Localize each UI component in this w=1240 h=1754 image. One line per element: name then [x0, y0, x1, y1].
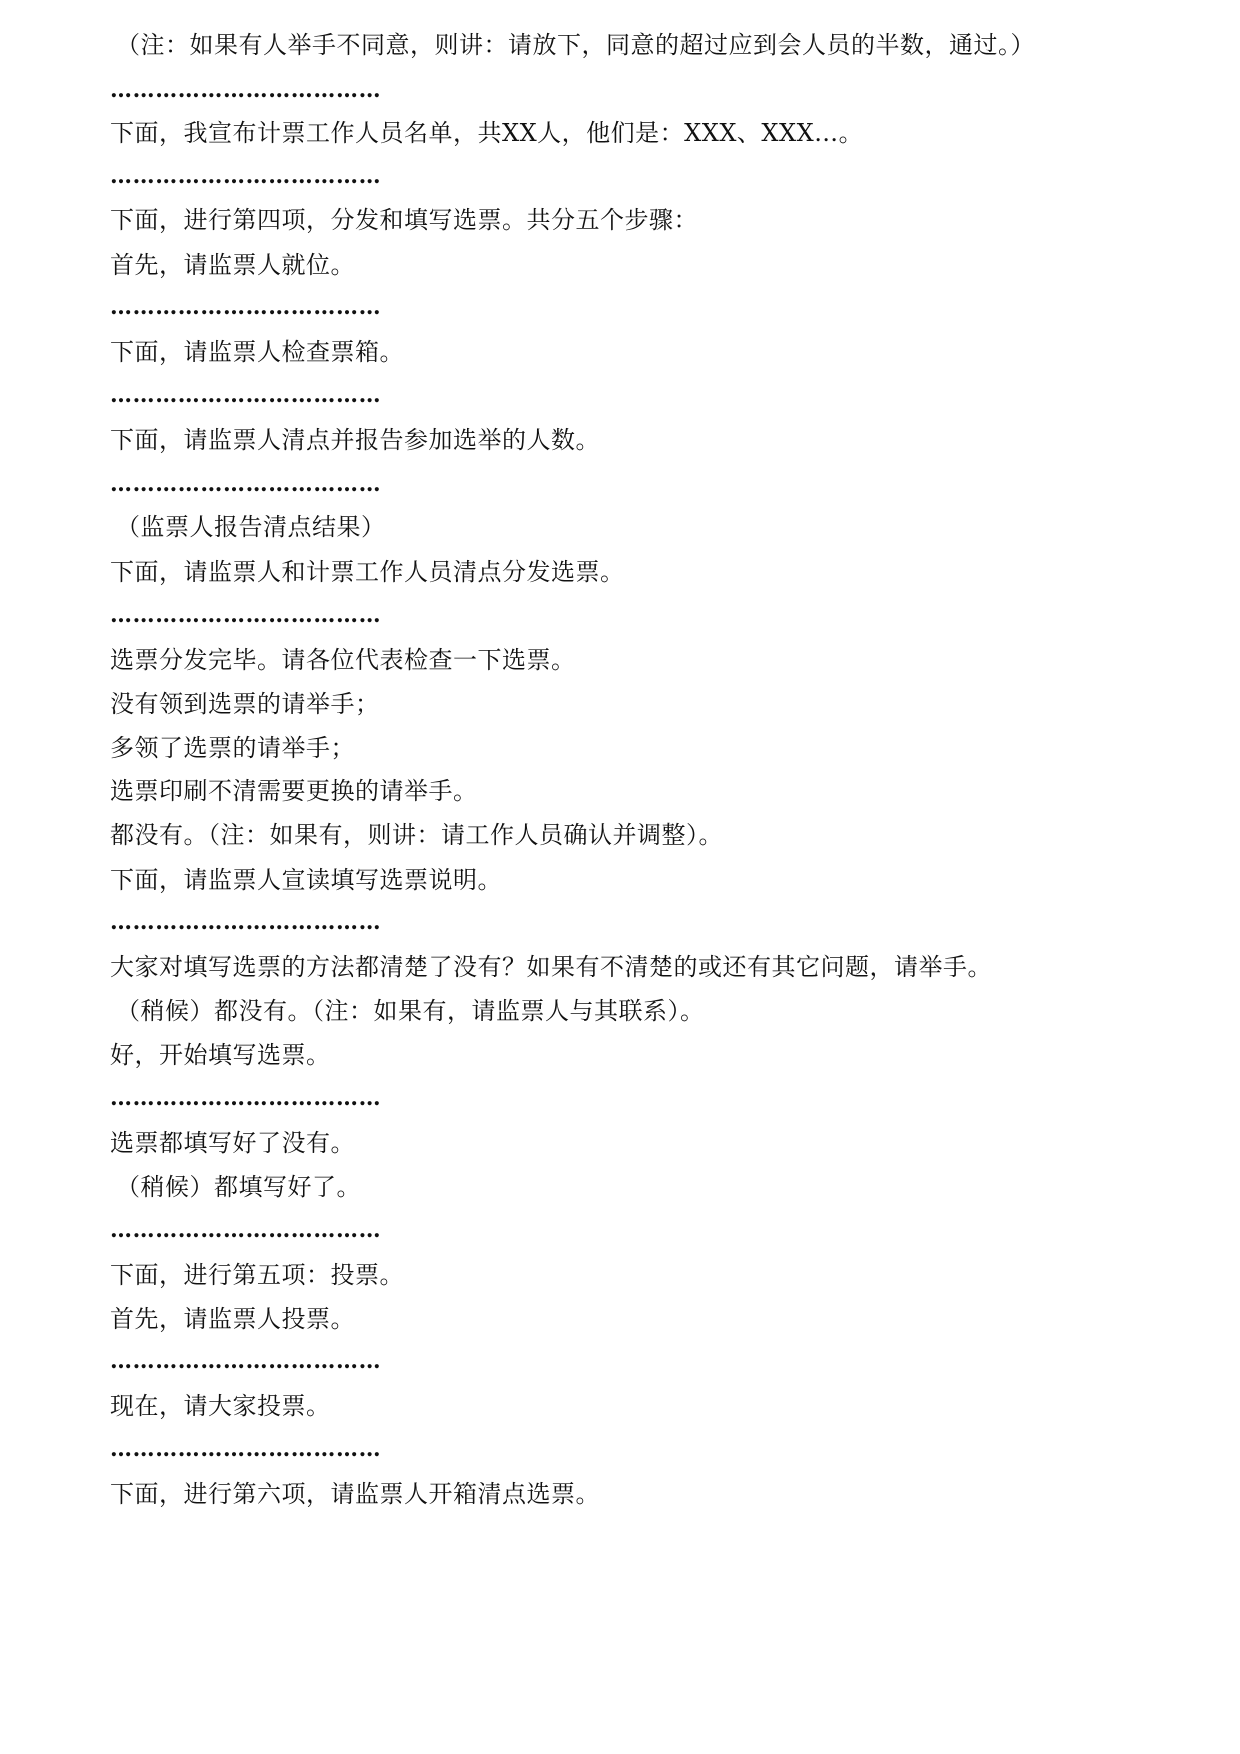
paragraph-everyone-vote: 现在，请大家投票。	[110, 1392, 331, 1420]
paragraph-check-ballot-box: 下面，请监票人检查票箱。	[110, 338, 404, 366]
paragraph-scrutineers-seat: 首先，请监票人就位。	[110, 251, 355, 279]
ellipsis-separator: ………………………………	[110, 1217, 382, 1243]
paragraph-distribution-complete: 选票分发完毕。请各位代表检查一下选票。	[110, 646, 576, 674]
ellipsis-separator: ………………………………	[110, 1348, 382, 1374]
ellipsis-separator: ………………………………	[110, 163, 382, 189]
paragraph-extra-ballot: 多领了选票的请举手；	[110, 734, 355, 762]
paragraph-distribute-ballots: 下面，请监票人和计票工作人员清点分发选票。	[110, 558, 625, 586]
ellipsis-separator: ………………………………	[110, 1085, 382, 1111]
ellipsis-separator: ………………………………	[110, 77, 382, 103]
paragraph-filled-question: 选票都填写好了没有。	[110, 1129, 355, 1157]
paragraph-counting-staff: 下面，我宣布计票工作人员名单，共XX人，他们是：XXX、XXX…。	[110, 119, 864, 147]
paragraph-wait-none: （稍候）都没有。（注：如果有，请监票人与其联系）。	[116, 997, 705, 1025]
ellipsis-separator: ………………………………	[110, 471, 382, 497]
paragraph-no-ballot: 没有领到选票的请举手；	[110, 690, 380, 718]
paragraph-item-five: 下面，进行第五项：投票。	[110, 1261, 404, 1289]
ellipsis-separator: ………………………………	[110, 602, 382, 628]
paragraph-report-result: （监票人报告清点结果）	[116, 513, 386, 541]
ellipsis-separator: ………………………………	[110, 382, 382, 408]
paragraph-note-objection: （注：如果有人举手不同意，则讲：请放下，同意的超过应到会人员的半数，通过。）	[116, 31, 1035, 59]
ellipsis-separator: ………………………………	[110, 294, 382, 320]
paragraph-count-attendees: 下面，请监票人清点并报告参加选举的人数。	[110, 426, 600, 454]
paragraph-read-instructions: 下面，请监票人宣读填写选票说明。	[110, 866, 502, 894]
paragraph-all-filled: （稍候）都填写好了。	[116, 1173, 361, 1201]
paragraph-questions: 大家对填写选票的方法都清楚了没有？如果有不清楚的或还有其它问题，请举手。	[110, 953, 992, 981]
ellipsis-separator: ………………………………	[110, 1436, 382, 1462]
paragraph-item-four: 下面，进行第四项，分发和填写选票。共分五个步骤：	[110, 206, 698, 234]
ellipsis-separator: ………………………………	[110, 909, 382, 935]
paragraph-unclear-print: 选票印刷不清需要更换的请举手。	[110, 777, 478, 805]
paragraph-start-filling: 好，开始填写选票。	[110, 1041, 331, 1069]
paragraph-item-six: 下面，进行第六项，请监票人开箱清点选票。	[110, 1480, 600, 1508]
paragraph-scrutineers-vote: 首先，请监票人投票。	[110, 1305, 355, 1333]
paragraph-none-note: 都没有。（注：如果有，则讲：请工作人员确认并调整）。	[110, 821, 723, 849]
